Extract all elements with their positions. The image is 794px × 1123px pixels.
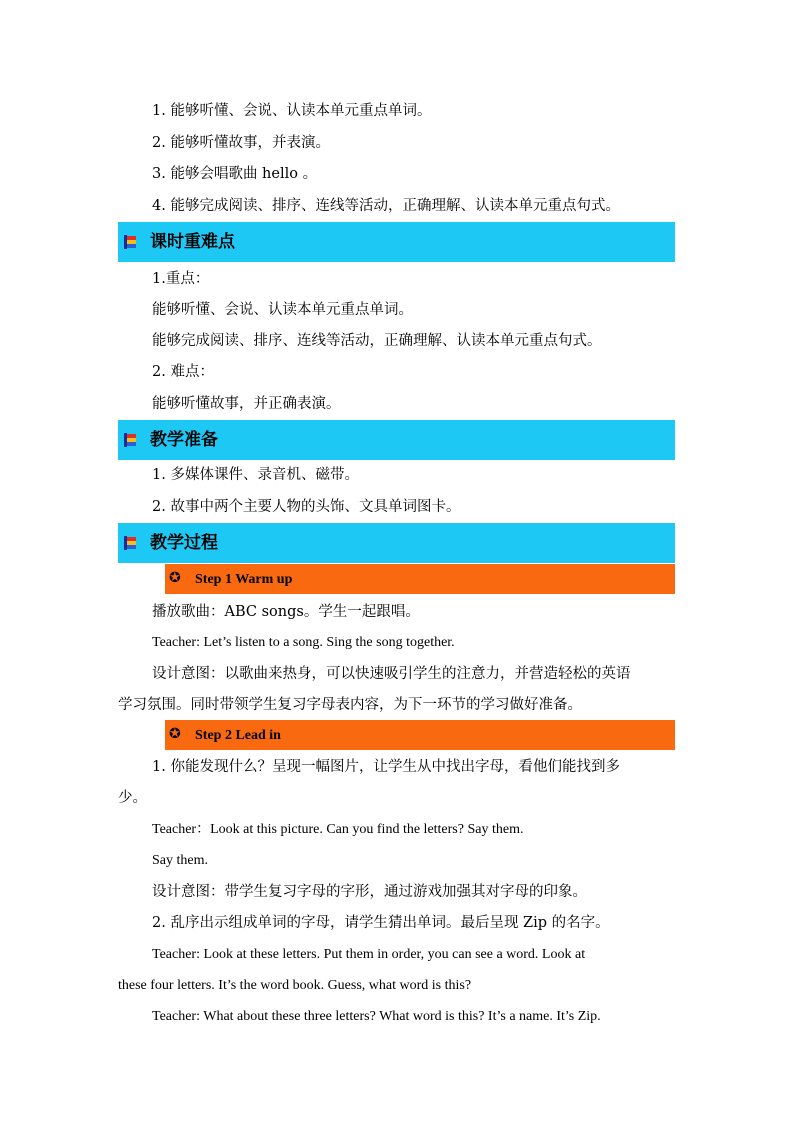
step1-line-4: 学习氛围。同时带领学生复习字母表内容，为下一环节的学习做好准备。: [118, 697, 582, 713]
objective-4: 4. 能够完成阅读、排序、连线等活动，正确理解、认读本单元重点句式。: [152, 198, 620, 214]
step1-line-3: 设计意图：以歌曲来热身，可以快速吸引学生的注意力，并营造轻松的英语: [152, 666, 631, 682]
step2-line-4: Say them.: [152, 853, 208, 868]
section-title: 教学过程: [150, 533, 218, 553]
focus-line-1: 1.重点：: [152, 271, 210, 287]
focus-line-2: 能够听懂、会说、认读本单元重点单词。: [152, 302, 413, 318]
objective-1: 1. 能够听懂、会说、认读本单元重点单词。: [152, 103, 432, 119]
step1-line-1: 播放歌曲：ABC songs。学生一起跟唱。: [152, 604, 420, 620]
prep-line-2: 2. 故事中两个主要人物的头饰、文具单词图卡。: [152, 499, 461, 515]
objective-3: 3. 能够会唱歌曲 hello 。: [152, 166, 318, 182]
section-header-focus: [118, 222, 675, 262]
step-title: Step 1 Warm up: [195, 572, 293, 587]
step-header-2: [165, 720, 675, 750]
book-flag-icon: [122, 234, 138, 250]
step2-line-9: Teacher: What about these three letters? What word is this? It’s a name. It’s Zip.: [152, 1009, 601, 1024]
step2-line-5: 设计意图：带学生复习字母的字形，通过游戏加强其对字母的印象。: [152, 884, 587, 900]
book-flag-icon: [122, 535, 138, 551]
star-circle-icon: ✪: [169, 570, 181, 586]
book-flag-icon: [122, 432, 138, 448]
section-title: 教学准备: [150, 430, 218, 450]
objective-2: 2. 能够听懂故事，并表演。: [152, 135, 330, 151]
section-header-process: [118, 523, 675, 563]
star-circle-icon: ✪: [169, 726, 181, 742]
step2-line-7: Teacher: Look at these letters. Put them in order, you can see a word. Look at: [152, 947, 586, 962]
step2-line-1: 1. 你能发现什么？呈现一幅图片，让学生从中找出字母，看他们能找到多: [152, 759, 620, 775]
focus-line-3: 能够完成阅读、排序、连线等活动，正确理解、认读本单元重点句式。: [152, 333, 602, 349]
section-header-prep: [118, 420, 675, 460]
step2-line-8: these four letters. It’s the word book. Guess, what word is this?: [118, 978, 472, 993]
focus-line-5: 能够听懂故事，并正确表演。: [152, 396, 341, 412]
section-title: 课时重难点: [150, 232, 235, 252]
focus-line-4: 2. 难点：: [152, 364, 214, 380]
step2-line-2: 少。: [118, 790, 147, 806]
step1-line-2: Teacher: Let’s listen to a song. Sing the song together.: [152, 635, 455, 650]
prep-line-1: 1. 多媒体课件、录音机、磁带。: [152, 467, 359, 483]
step2-line-6: 2. 乱序出示组成单词的字母，请学生猜出单词。最后呈现 Zip 的名字。: [152, 915, 610, 931]
step2-line-3: Teacher：Look at this picture. Can you find the letters? Say them.: [152, 822, 524, 837]
step-header-1: [165, 564, 675, 594]
step-title: Step 2 Lead in: [195, 728, 281, 743]
